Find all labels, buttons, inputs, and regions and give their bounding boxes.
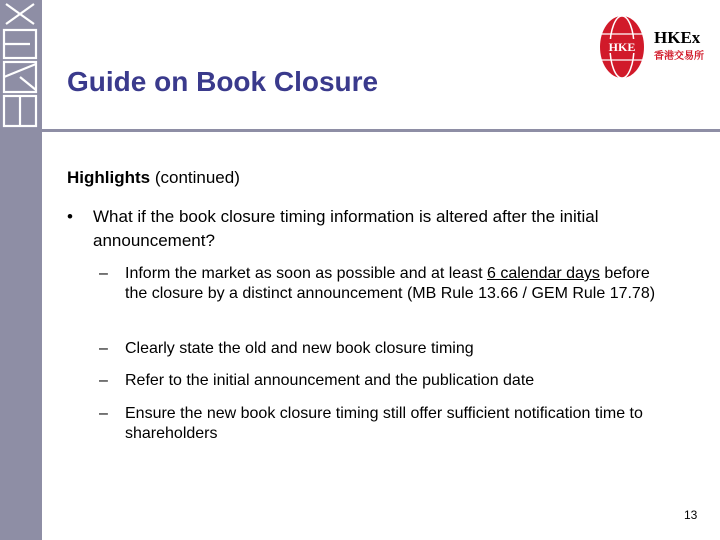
bullet-marker: • — [67, 207, 73, 226]
sub-item-text: Refer to the initial announcement and the publication date — [125, 372, 535, 389]
page-number: 13 — [684, 508, 698, 522]
hkex-vertical-logo — [0, 0, 42, 130]
bullet-text: What if the book closure timing information is altered after the initial announcement? — [93, 207, 599, 250]
sub-marker: – — [99, 340, 108, 357]
sub-marker: – — [99, 372, 108, 389]
section-heading — [67, 168, 240, 188]
sub-item-text: Clearly state the old and new book closure timing — [125, 340, 474, 357]
sub-marker: – — [99, 265, 108, 282]
underlined-term: 6 calendar days — [486, 265, 600, 282]
section-heading-rest: (continued) — [150, 168, 240, 187]
side-band — [0, 0, 42, 540]
title-divider — [42, 129, 720, 132]
logo-left-text: HKE — [608, 40, 636, 54]
sub-item-text-post: before the closure by a distinct announcement (MB Rule 13.66 / GEM Rule 17.78) — [125, 265, 656, 302]
logo-chinese-text: 香港交易所 — [654, 51, 704, 62]
section-heading-bold: Highlights — [67, 168, 151, 187]
logo-right-text: HKEx — [654, 28, 701, 47]
sub-item-text: Ensure the new book closure timing still offer sufficient notification time to shareholders — [125, 405, 643, 442]
sub-marker: – — [99, 405, 108, 422]
hkex-logo — [592, 12, 716, 82]
page-title: Guide on Book Closure — [67, 66, 379, 97]
sub-item-text — [125, 264, 665, 304]
sub-item-text-pre: Inform the market as soon as possible and at least — [125, 265, 487, 282]
